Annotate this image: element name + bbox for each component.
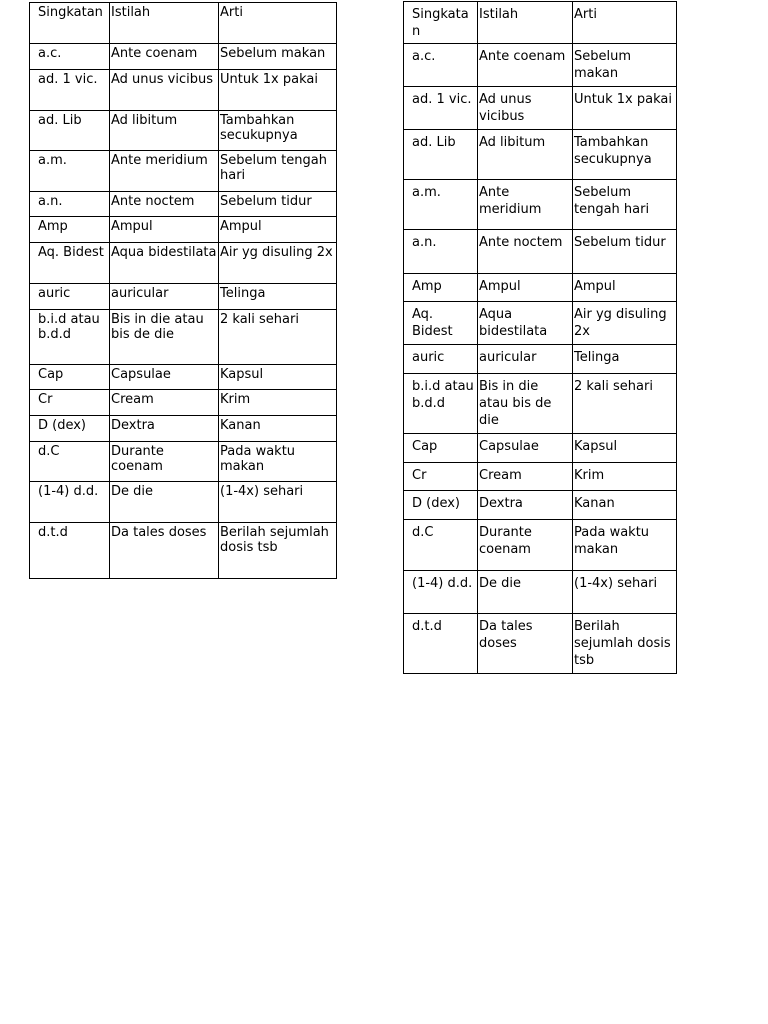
cell-abbreviation: Cap — [30, 365, 110, 390]
cell-abbreviation: D (dex) — [404, 491, 478, 520]
cell-abbreviation: b.i.d atau b.d.d — [404, 374, 478, 434]
cell-term: Dextra — [478, 491, 573, 520]
cell-term: Durante coenam — [478, 520, 573, 571]
cell-abbreviation: Cr — [404, 463, 478, 491]
cell-abbreviation: ad. Lib — [404, 130, 478, 180]
cell-meaning: Berilah sejumlah dosis tsb — [573, 614, 677, 674]
cell-term: Ante coenam — [110, 44, 219, 70]
header-cell-abbreviation: Singkatan — [30, 3, 110, 44]
cell-term: Da tales doses — [478, 614, 573, 674]
cell-abbreviation: Amp — [30, 217, 110, 243]
table-row — [404, 302, 677, 345]
cell-meaning: Kapsul — [573, 434, 677, 463]
cell-term: Aqua bidestilata — [478, 302, 573, 345]
table-row — [30, 523, 337, 579]
header-cell-term: Istilah — [110, 3, 219, 44]
cell-meaning: Tambahkan secukupnya — [573, 130, 677, 180]
header-row — [404, 2, 677, 44]
cell-meaning: Telinga — [219, 284, 337, 310]
table-row — [30, 284, 337, 310]
cell-abbreviation: ad. 1 vic. — [404, 87, 478, 130]
cell-meaning: Kapsul — [219, 365, 337, 390]
cell-term: Ad unus vicibus — [478, 87, 573, 130]
cell-term: Durante coenam — [110, 442, 219, 482]
cell-abbreviation: (1-4) d.d. — [30, 482, 110, 523]
cell-meaning: Ampul — [219, 217, 337, 243]
cell-term: Bis in die atau bis de die — [478, 374, 573, 434]
table-row — [404, 230, 677, 274]
cell-abbreviation: auric — [30, 284, 110, 310]
cell-meaning: Air yg disuling 2x — [219, 243, 337, 284]
cell-abbreviation: auric — [404, 345, 478, 374]
table-row — [404, 374, 677, 434]
table-row — [30, 442, 337, 482]
header-cell-term: Istilah — [478, 2, 573, 44]
cell-meaning: Kanan — [573, 491, 677, 520]
table-row — [404, 491, 677, 520]
cell-term: Ante meridium — [110, 151, 219, 192]
cell-term: Ante noctem — [110, 192, 219, 217]
cell-abbreviation: D (dex) — [30, 416, 110, 442]
table-row — [404, 463, 677, 491]
header-cell-meaning: Arti — [219, 3, 337, 44]
cell-meaning: Krim — [219, 390, 337, 416]
cell-abbreviation: Aq. Bidest — [30, 243, 110, 284]
table-row — [404, 434, 677, 463]
cell-term: Ad libitum — [478, 130, 573, 180]
cell-abbreviation: a.c. — [404, 44, 478, 87]
cell-term: Aqua bidestilata — [110, 243, 219, 284]
table-row — [30, 482, 337, 523]
table-row — [30, 217, 337, 243]
cell-term: Ampul — [110, 217, 219, 243]
cell-meaning: Air yg disuling 2x — [573, 302, 677, 345]
cell-term: auricular — [110, 284, 219, 310]
cell-meaning: Pada waktu makan — [573, 520, 677, 571]
cell-term: Ante noctem — [478, 230, 573, 274]
abbreviation-table-right — [403, 1, 677, 674]
cell-term: Cream — [478, 463, 573, 491]
cell-abbreviation: ad. Lib — [30, 111, 110, 151]
abbreviation-table-left — [29, 2, 337, 579]
header-cell-meaning: Arti — [573, 2, 677, 44]
cell-abbreviation: d.t.d — [404, 614, 478, 674]
cell-term: Dextra — [110, 416, 219, 442]
cell-term: Capsulae — [478, 434, 573, 463]
cell-meaning: Untuk 1x pakai — [219, 70, 337, 111]
cell-abbreviation: a.m. — [404, 180, 478, 230]
cell-meaning: Berilah sejumlah dosis tsb — [219, 523, 337, 579]
cell-meaning: Pada waktu makan — [219, 442, 337, 482]
cell-abbreviation: b.i.d atau b.d.d — [30, 310, 110, 365]
cell-abbreviation: a.n. — [404, 230, 478, 274]
cell-meaning: Kanan — [219, 416, 337, 442]
table-row — [404, 44, 677, 87]
table-row — [404, 274, 677, 302]
table-row — [404, 345, 677, 374]
cell-meaning: Sebelum makan — [573, 44, 677, 87]
table-row — [30, 70, 337, 111]
table-row — [404, 130, 677, 180]
cell-meaning: 2 kali sehari — [219, 310, 337, 365]
table-row — [30, 151, 337, 192]
cell-abbreviation: d.C — [404, 520, 478, 571]
cell-meaning: Sebelum tengah hari — [219, 151, 337, 192]
table-row — [404, 87, 677, 130]
table-row — [404, 571, 677, 614]
cell-term: De die — [110, 482, 219, 523]
table-row — [30, 44, 337, 70]
cell-term: Ante meridium — [478, 180, 573, 230]
table-row — [30, 243, 337, 284]
cell-meaning: Sebelum tidur — [219, 192, 337, 217]
cell-term: Ad libitum — [110, 111, 219, 151]
cell-abbreviation: Cap — [404, 434, 478, 463]
table-row — [404, 614, 677, 674]
header-cell-abbreviation: Singkatan — [404, 2, 478, 44]
table-row — [30, 416, 337, 442]
cell-term: Ad unus vicibus — [110, 70, 219, 111]
cell-meaning: Krim — [573, 463, 677, 491]
cell-abbreviation: a.n. — [30, 192, 110, 217]
cell-abbreviation: a.c. — [30, 44, 110, 70]
table-row — [404, 180, 677, 230]
cell-abbreviation: Cr — [30, 390, 110, 416]
table-row — [30, 390, 337, 416]
table-row — [30, 365, 337, 390]
header-row — [30, 3, 337, 44]
cell-abbreviation: Amp — [404, 274, 478, 302]
cell-term: Capsulae — [110, 365, 219, 390]
cell-abbreviation: d.t.d — [30, 523, 110, 579]
cell-term: Da tales doses — [110, 523, 219, 579]
cell-term: Bis in die atau bis de die — [110, 310, 219, 365]
cell-abbreviation: (1-4) d.d. — [404, 571, 478, 614]
cell-meaning: 2 kali sehari — [573, 374, 677, 434]
table-row — [404, 520, 677, 571]
cell-meaning: Sebelum tidur — [573, 230, 677, 274]
table-row — [30, 192, 337, 217]
cell-term: De die — [478, 571, 573, 614]
cell-meaning: Ampul — [573, 274, 677, 302]
cell-meaning: Untuk 1x pakai — [573, 87, 677, 130]
cell-term: Cream — [110, 390, 219, 416]
cell-term: Ampul — [478, 274, 573, 302]
cell-abbreviation: d.C — [30, 442, 110, 482]
cell-meaning: Telinga — [573, 345, 677, 374]
cell-meaning: (1-4x) sehari — [219, 482, 337, 523]
table-row — [30, 310, 337, 365]
cell-meaning: Sebelum tengah hari — [573, 180, 677, 230]
cell-abbreviation: ad. 1 vic. — [30, 70, 110, 111]
cell-meaning: Tambahkan secukupnya — [219, 111, 337, 151]
cell-abbreviation: a.m. — [30, 151, 110, 192]
cell-meaning: (1-4x) sehari — [573, 571, 677, 614]
cell-term: auricular — [478, 345, 573, 374]
table-row — [30, 111, 337, 151]
cell-meaning: Sebelum makan — [219, 44, 337, 70]
cell-abbreviation: Aq. Bidest — [404, 302, 478, 345]
cell-term: Ante coenam — [478, 44, 573, 87]
